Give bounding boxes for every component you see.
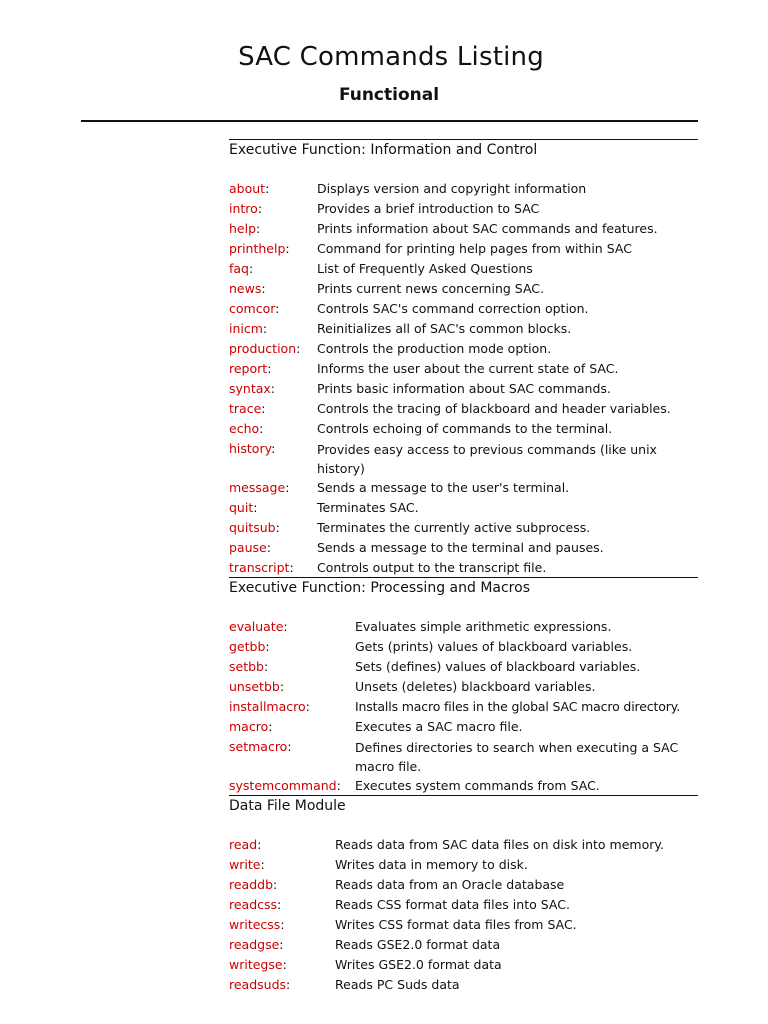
- command-row-read: read: Reads data from SAC data files on disk into memory.: [229, 835, 698, 855]
- section-heading: Executive Function: Processing and Macros: [229, 580, 530, 596]
- section-information-control: [229, 139, 698, 578]
- command-description: Reads PC Suds data: [335, 977, 460, 992]
- command-row-faq: faq: List of Frequently Asked Questions: [229, 259, 698, 279]
- command-name[interactable]: writegse: [229, 957, 283, 972]
- command-description: Controls the production mode option.: [317, 341, 552, 356]
- command-name[interactable]: readcss: [229, 897, 278, 912]
- command-description: Informs the user about the current state of SAC.: [317, 361, 619, 376]
- command-name[interactable]: intro: [229, 201, 258, 216]
- page-subtitle: Functional: [338, 85, 440, 105]
- command-description: Writes GSE2.0 format data: [335, 957, 502, 972]
- command-description: Prints basic information about SAC commands.: [317, 381, 611, 396]
- command-description: Terminates the currently active subprocess.: [317, 520, 591, 535]
- command-row-systemcommand: systemcommand: Executes system commands from SAC.: [229, 776, 698, 796]
- command-description: Controls output to the transcript file.: [317, 560, 547, 575]
- command-name[interactable]: comcor: [229, 301, 276, 316]
- section-data-file-module: [229, 795, 698, 995]
- command-name[interactable]: evaluate: [229, 619, 284, 634]
- command-name[interactable]: production: [229, 341, 297, 356]
- command-name[interactable]: transcript: [229, 560, 290, 575]
- command-name[interactable]: faq: [229, 261, 249, 276]
- command-name[interactable]: message: [229, 480, 286, 495]
- command-row-readcss: readcss: Reads CSS format data files into SAC.: [229, 895, 698, 915]
- command-row-writegse: writegse: Writes GSE2.0 format data: [229, 955, 698, 975]
- command-description: Sets (defines) values of blackboard variables.: [355, 659, 641, 674]
- command-description: Controls echoing of commands to the terminal.: [317, 421, 613, 436]
- command-row-writecss: writecss: Writes CSS format data files from SAC.: [229, 915, 698, 935]
- command-name[interactable]: getbb: [229, 639, 266, 654]
- command-name[interactable]: syntax: [229, 381, 271, 396]
- command-description: Reads data from SAC data files on disk into memory.: [335, 837, 664, 852]
- command-row-news: news: Prints current news concerning SAC.: [229, 279, 698, 299]
- command-name[interactable]: about: [229, 181, 266, 196]
- command-row-setbb: setbb: Sets (defines) values of blackboard variables.: [229, 657, 698, 677]
- command-row-evaluate: evaluate: Evaluates simple arithmetic expressions.: [229, 617, 698, 637]
- title-divider: [81, 120, 698, 122]
- command-description: Sends a message to the user's terminal.: [317, 480, 570, 495]
- command-row-echo: echo: Controls echoing of commands to the terminal.: [229, 419, 698, 439]
- command-row-setmacro: setmacro: Defines directories to search when executing a SAC macro file.: [229, 737, 698, 776]
- command-description: Gets (prints) values of blackboard variables.: [355, 639, 633, 654]
- command-row-readsuds: readsuds: Reads PC Suds data: [229, 975, 698, 995]
- command-description: Sends a message to the terminal and pauses.: [317, 540, 604, 555]
- command-name[interactable]: writecss: [229, 917, 281, 932]
- command-name[interactable]: readsuds: [229, 977, 287, 992]
- command-row-about: about: Displays version and copyright information: [229, 179, 698, 199]
- command-description: Reinitializes all of SAC's common blocks.: [317, 321, 572, 336]
- command-description: Evaluates simple arithmetic expressions.: [355, 619, 612, 634]
- command-name[interactable]: readgse: [229, 937, 280, 952]
- command-name[interactable]: echo: [229, 421, 260, 436]
- command-description: Reads data from an Oracle database: [335, 877, 565, 892]
- command-name[interactable]: help: [229, 221, 257, 236]
- command-row-quit: quit: Terminates SAC.: [229, 498, 698, 518]
- command-description: Displays version and copyright information: [317, 181, 587, 196]
- command-description: Executes a SAC macro file.: [355, 719, 523, 734]
- command-name[interactable]: printhelp: [229, 241, 286, 256]
- command-description: Writes CSS format data files from SAC.: [335, 917, 577, 932]
- command-description: Terminates SAC.: [317, 500, 419, 515]
- command-name[interactable]: history: [229, 441, 272, 456]
- command-row-inicm: inicm: Reinitializes all of SAC's common blocks.: [229, 319, 698, 339]
- command-row-report: report: Informs the user about the current state of SAC.: [229, 359, 698, 379]
- command-row-production: production: Controls the production mode option.: [229, 339, 698, 359]
- command-name[interactable]: setmacro: [229, 739, 288, 754]
- command-name[interactable]: read: [229, 837, 258, 852]
- command-name[interactable]: systemcommand: [229, 778, 337, 793]
- command-description: Reads GSE2.0 format data: [335, 937, 501, 952]
- command-row-message: message: Sends a message to the user's terminal.: [229, 478, 698, 498]
- command-row-comcor: comcor: Controls SAC's command correction option.: [229, 299, 698, 319]
- command-description: Controls the tracing of blackboard and header variables.: [317, 401, 671, 416]
- command-row-installmacro: installmacro: Installs macro files in the global SAC macro directory.: [229, 697, 698, 717]
- command-name[interactable]: pause: [229, 540, 267, 555]
- command-row-readdb: readdb: Reads data from an Oracle database: [229, 875, 698, 895]
- command-name[interactable]: news: [229, 281, 262, 296]
- command-row-history: history: Provides easy access to previous commands (like unix history): [229, 439, 698, 478]
- command-row-transcript: transcript: Controls output to the transcript file.: [229, 558, 698, 578]
- command-name[interactable]: readdb: [229, 877, 274, 892]
- command-description: Defines directories to search when executing a SAC macro file.: [355, 740, 679, 774]
- command-row-readgse: readgse: Reads GSE2.0 format data: [229, 935, 698, 955]
- command-row-help: help: Prints information about SAC commands and features.: [229, 219, 698, 239]
- command-row-printhelp: printhelp: Command for printing help pages from within SAC: [229, 239, 698, 259]
- command-row-write: write: Writes data in memory to disk.: [229, 855, 698, 875]
- command-name[interactable]: trace: [229, 401, 262, 416]
- command-row-getbb: getbb: Gets (prints) values of blackboard variables.: [229, 637, 698, 657]
- command-name[interactable]: write: [229, 857, 261, 872]
- command-row-syntax: syntax: Prints basic information about SAC commands.: [229, 379, 698, 399]
- command-name[interactable]: inicm: [229, 321, 263, 336]
- command-row-unsetbb: unsetbb: Unsets (deletes) blackboard variables.: [229, 677, 698, 697]
- command-row-intro: intro: Provides a brief introduction to SAC: [229, 199, 698, 219]
- command-description: Provides a brief introduction to SAC: [317, 201, 540, 216]
- command-description: Prints information about SAC commands and features.: [317, 221, 658, 236]
- command-description: Controls SAC's command correction option.: [317, 301, 589, 316]
- command-description: Provides easy access to previous commands (like unix history): [317, 442, 657, 476]
- command-description: Unsets (deletes) blackboard variables.: [355, 679, 596, 694]
- command-row-quitsub: quitsub: Terminates the currently active subprocess.: [229, 518, 698, 538]
- command-name[interactable]: quit: [229, 500, 254, 515]
- page-title: SAC Commands Listing: [238, 42, 544, 72]
- command-description: Prints current news concerning SAC.: [317, 281, 544, 296]
- command-name[interactable]: quitsub: [229, 520, 276, 535]
- command-name[interactable]: report: [229, 361, 268, 376]
- section-heading: Executive Function: Information and Control: [229, 142, 538, 158]
- command-description: Executes system commands from SAC.: [355, 778, 600, 793]
- section-heading: Data File Module: [229, 798, 346, 814]
- section-processing-macros: [229, 577, 698, 796]
- command-name[interactable]: macro: [229, 719, 269, 734]
- command-name[interactable]: installmacro: [229, 699, 306, 714]
- command-description: Reads CSS format data files into SAC.: [335, 897, 570, 912]
- command-description: List of Frequently Asked Questions: [317, 261, 533, 276]
- command-name[interactable]: unsetbb: [229, 679, 280, 694]
- command-row-trace: trace: Controls the tracing of blackboard and header variables.: [229, 399, 698, 419]
- command-row-macro: macro: Executes a SAC macro file.: [229, 717, 698, 737]
- command-name[interactable]: setbb: [229, 659, 264, 674]
- command-description: Installs macro files in the global SAC macro directory.: [355, 699, 681, 714]
- command-description: Writes data in memory to disk.: [335, 857, 528, 872]
- command-row-pause: pause: Sends a message to the terminal and pauses.: [229, 538, 698, 558]
- command-description: Command for printing help pages from within SAC: [317, 241, 632, 256]
